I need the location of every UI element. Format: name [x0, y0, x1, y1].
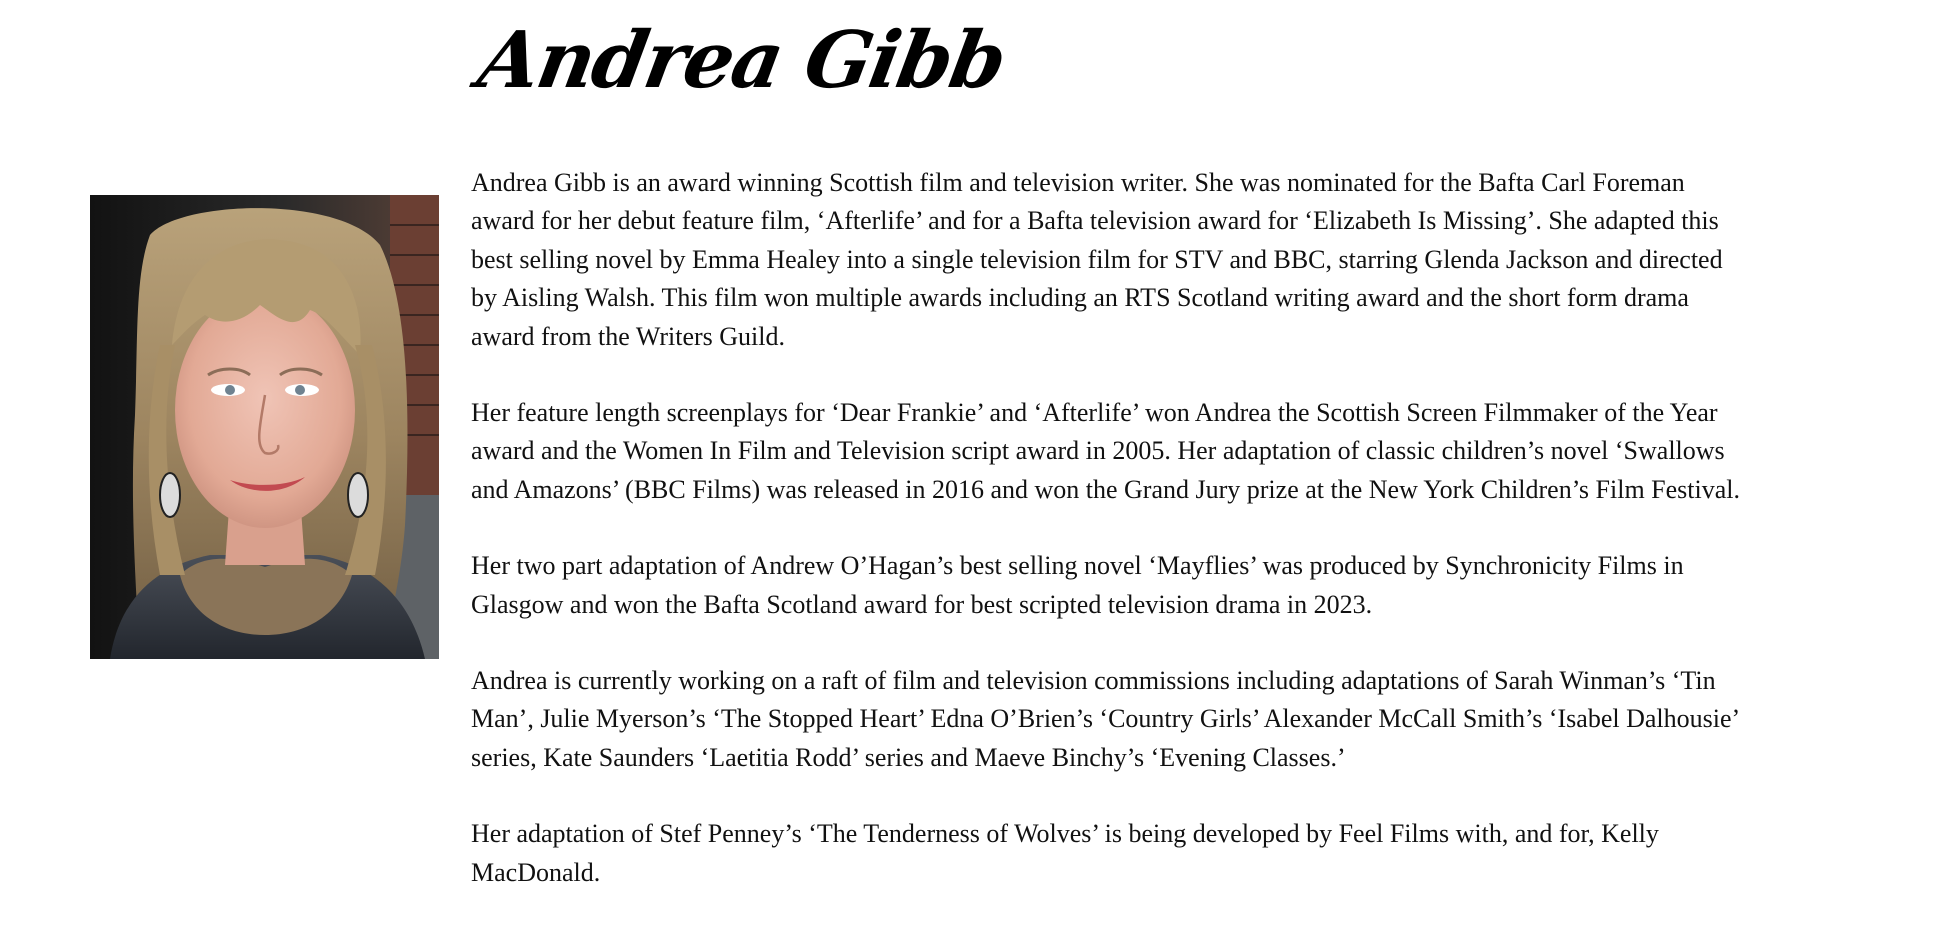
portrait-illustration — [90, 195, 439, 659]
bio-paragraph — [471, 547, 1949, 624]
bio-line: Glasgow and won the Bafta Scotland award for best scripted television drama in 2023. — [471, 589, 1373, 619]
bio-paragraph — [471, 815, 1949, 892]
bio-line: award from the Writers Guild. — [471, 321, 785, 351]
bio-line: Man’, Julie Myerson’s ‘The Stopped Heart’ Edna O’Brien’s ‘Country Girls’ Alexander McCall Smith’s ‘Isabel Dalhousie’ — [471, 704, 1741, 734]
bio-line: best selling novel by Emma Healey into a single television film for STV and BBC, starring Glenda Jackson and directed — [471, 244, 1723, 274]
bio-line: series, Kate Saunders ‘Laetitia Rodd’ series and Maeve Binchy’s ‘Evening Classes.’ — [471, 742, 1346, 772]
bio-text — [471, 164, 1949, 930]
bio-line: MacDonald. — [471, 857, 601, 887]
bio-paragraph — [471, 662, 1949, 777]
bio-paragraph — [471, 164, 1949, 356]
bio-line: and Amazons’ (BBC Films) was released in 2016 and won the Grand Jury prize at the New York Children’s Film Festival. — [471, 474, 1741, 504]
bio-line: Her two part adaptation of Andrew O’Hagan’s best selling novel ‘Mayflies’ was produced by Synchronicity Films in — [471, 551, 1684, 581]
page-title: Andrea Gibb — [471, 15, 1012, 106]
bio-line: Andrea Gibb is an award winning Scottish film and television writer. She was nominated for the Bafta Carl Foreman — [471, 168, 1685, 197]
bio-line: award and the Women In Film and Television script award in 2005. Her adaptation of classic children’s novel ‘Swallows — [471, 436, 1725, 466]
bio-line: Andrea is currently working on a raft of film and television commissions including adaptations of Sarah Winman’s ‘Tin — [471, 666, 1716, 696]
bio-paragraph — [471, 394, 1949, 509]
bio-line: Her feature length screenplays for ‘Dear Frankie’ and ‘Afterlife’ won Andrea the Scottish Screen Filmmaker of the Year — [471, 398, 1718, 428]
bio-line: Her adaptation of Stef Penney’s ‘The Tenderness of Wolves’ is being developed by Feel Films with, and for, Kelly — [471, 819, 1659, 849]
bio-line: award for her debut feature film, ‘Afterlife’ and for a Bafta television award for ‘Elizabeth Is Missing’. She adapted this — [471, 206, 1719, 236]
bio-line: by Aisling Walsh. This film won multiple awards including an RTS Scotland writing award and the short form drama — [471, 283, 1689, 313]
portrait-photo — [90, 195, 439, 659]
